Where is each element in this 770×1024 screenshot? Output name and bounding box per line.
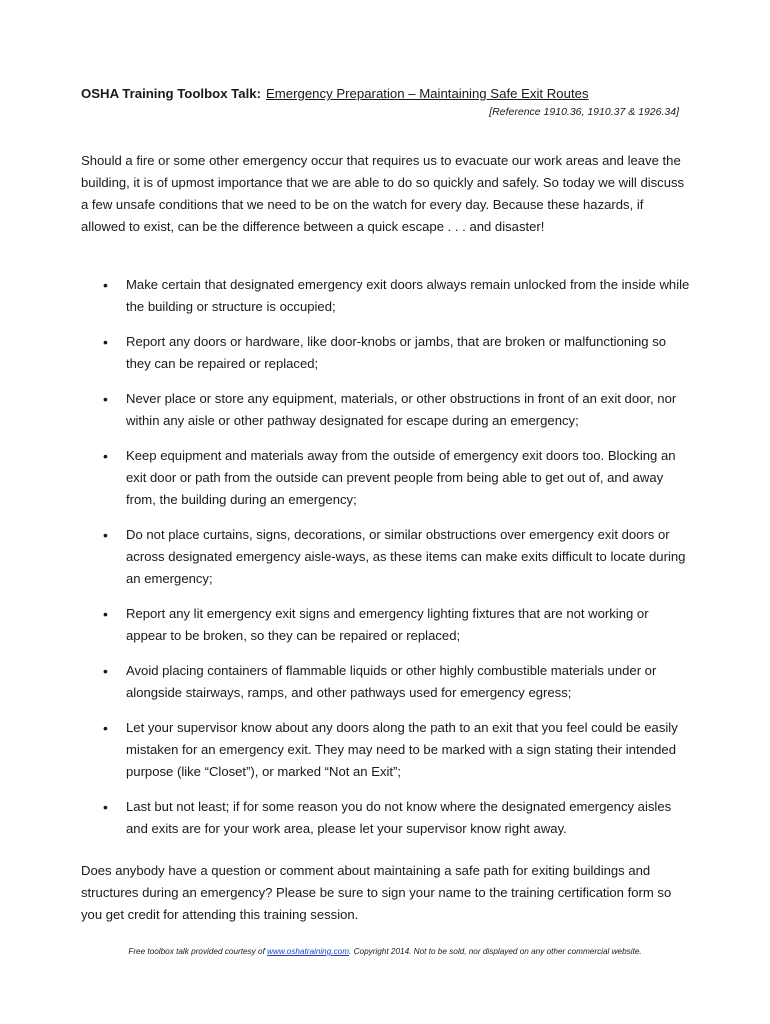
footer-text-after: . Copyright 2014. Not to be sold, nor displayed on any other commercial website. <box>349 947 642 956</box>
list-item <box>81 660 691 704</box>
list-item-text: Report any doors or hardware, like door-knobs or jambs, that are broken or malfunctioning so they can be repaired or replaced; <box>126 334 667 371</box>
footer-website-link[interactable]: www.oshatraining.com <box>267 947 350 956</box>
document-title <box>81 85 701 103</box>
list-item-text: Keep equipment and materials away from the outside of emergency exit doors too. Blocking an exit door or path from the outside can prevent people from being able to get out of, and away from, the building during an emergency; <box>126 448 676 507</box>
list-item-text: Make certain that designated emergency exit doors always remain unlocked from the inside while the building or structure is occupied; <box>126 277 690 314</box>
footer-text-before: Free toolbox talk provided courtesy of <box>128 947 268 956</box>
list-item <box>81 388 691 432</box>
bullet-dot-icon: • <box>103 334 108 350</box>
list-item <box>81 796 691 840</box>
page-footer <box>0 946 770 958</box>
title-prefix: OSHA Training Toolbox Talk: <box>81 86 261 101</box>
bullet-dot-icon: • <box>103 799 108 815</box>
list-item <box>81 331 691 375</box>
closing-paragraph: Does anybody have a question or comment about maintaining a safe path for exiting buildings and structures during an emergency? Please be sure to sign your name to the training certification form so you get credit for attending this training session. <box>81 863 672 922</box>
list-item-text: Last but not least; if for some reason you do not know where the designated emergency aisles and exits are for your work area, please let your supervisor know right away. <box>126 799 672 836</box>
bullet-dot-icon: • <box>103 391 108 407</box>
bullet-dot-icon: • <box>103 720 108 736</box>
bullet-dot-icon: • <box>103 663 108 679</box>
list-item <box>81 445 691 511</box>
bullet-dot-icon: • <box>103 527 108 543</box>
list-item-text: Do not place curtains, signs, decorations, or similar obstructions over emergency exit doors or across designated emergency aisle-ways, as these items can make exits difficult to locate during an emergency; <box>126 527 686 586</box>
intro-paragraph: Should a fire or some other emergency occur that requires us to evacuate our work areas and leave the building, it is of upmost importance that we are able to do so quickly and safely. So today we will discuss a few unsafe conditions that we need to be on the watch for every day. Because these hazards, if allowed to exist, can be the difference between a quick escape . . . and disaster! <box>81 153 685 234</box>
bullet-dot-icon: • <box>103 606 108 622</box>
list-item-text: Report any lit emergency exit signs and emergency lighting fixtures that are not working or appear to be broken, so they can be repaired or replaced; <box>126 606 649 643</box>
list-item <box>81 524 691 590</box>
bullet-dot-icon: • <box>103 277 108 293</box>
title-subject: Emergency Preparation – Maintaining Safe Exit Routes <box>266 86 589 101</box>
list-item <box>81 717 691 783</box>
list-item-text: Let your supervisor know about any doors along the path to an exit that you feel could be easily mistaken for an emergency exit. They may need to be marked with a sign stating their intended purpose (like “Closet”), or marked “Not an Exit”; <box>126 720 678 779</box>
list-item-text: Avoid placing containers of flammable liquids or other highly combustible materials under or alongside stairways, ramps, and other pathways used for emergency egress; <box>126 663 657 700</box>
list-item <box>81 603 691 647</box>
bullet-dot-icon: • <box>103 448 108 464</box>
list-item <box>81 274 691 318</box>
bullet-list <box>81 274 691 853</box>
list-item-text: Never place or store any equipment, materials, or other obstructions in front of an exit door, nor within any aisle or other pathway designated for escape during an emergency; <box>126 391 677 428</box>
reference-citation: [Reference 1910.36, 1910.37 & 1926.34] <box>489 106 679 118</box>
